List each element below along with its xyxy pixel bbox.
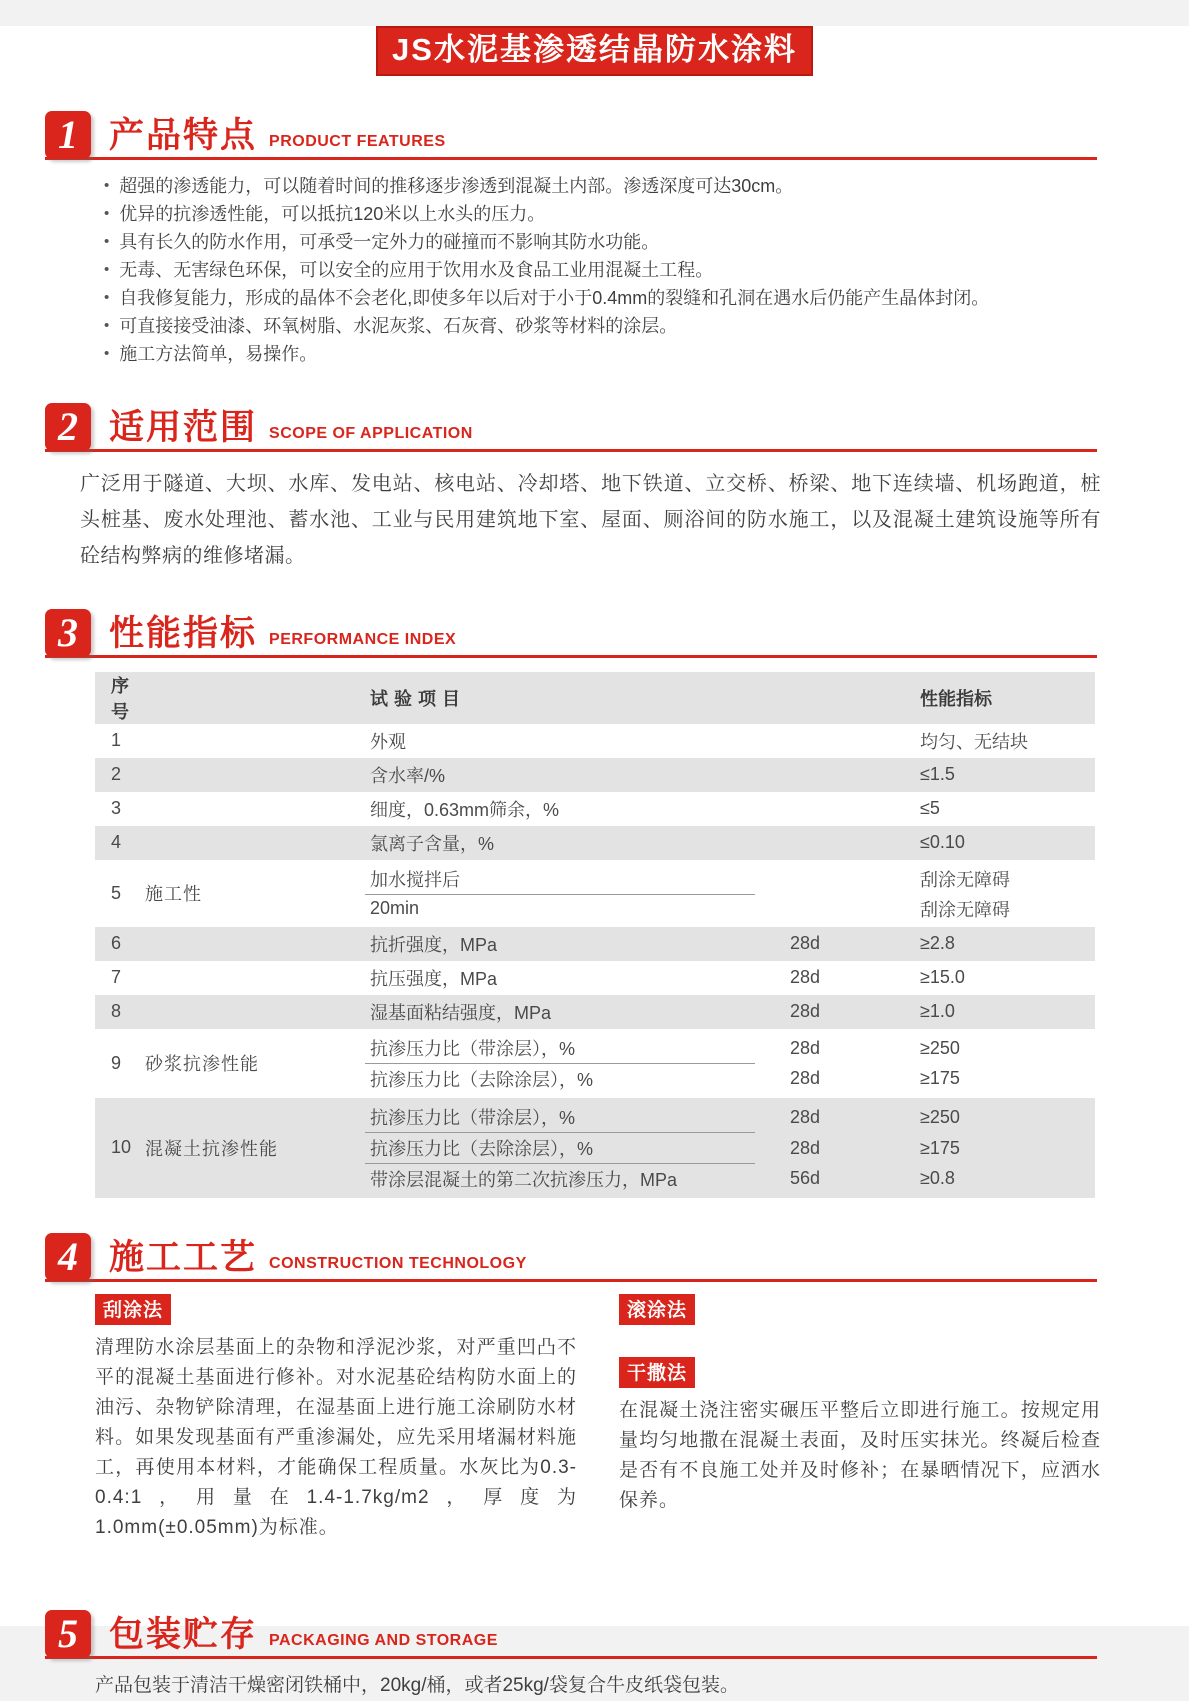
index-value: 均匀、无结块 <box>920 731 1028 752</box>
bullet-icon: • <box>104 232 110 250</box>
table-subrow <box>365 1033 1095 1064</box>
age-value: 28d <box>790 1001 821 1022</box>
section-title-zh: 适用范围 <box>109 407 258 447</box>
bullet-icon: • <box>104 288 110 306</box>
table-subrow <box>365 758 1095 792</box>
header-no: 序号 <box>111 675 129 722</box>
section-number-badge: 4 <box>45 1233 91 1281</box>
index-value: ≤1.5 <box>920 764 955 785</box>
table-row <box>95 961 1095 995</box>
row-category: 砂浆抗渗性能 <box>145 1054 259 1075</box>
age-value: 28d <box>790 933 821 954</box>
row-number: 3 <box>111 798 122 819</box>
table-subrow <box>365 826 1095 860</box>
feature-text: 自我修复能力，形成的晶体不会老化,即使多年以后对于小于0.4mm的裂缝和孔洞在遇水后仍能产生晶体封闭。 <box>119 287 990 308</box>
construction-methods <box>95 1294 1101 1575</box>
section-number-badge: 3 <box>45 609 91 657</box>
row-items-wrap <box>365 961 1095 995</box>
index-value: ≥175 <box>920 1068 960 1089</box>
table-subrow <box>365 1133 1095 1164</box>
bullet-icon: • <box>104 204 110 222</box>
index-value: ≥175 <box>920 1137 960 1158</box>
bullet-icon: • <box>104 176 110 194</box>
feature-text: 无毒、无害绿色环保，可以安全的应用于饮用水及食品工业用混凝土工程。 <box>119 259 714 280</box>
header-test-item: 试验项目 <box>370 688 466 709</box>
table-row <box>95 792 1095 826</box>
section-title-zh: 施工工艺 <box>109 1237 258 1277</box>
scope-paragraph: 广泛用于隧道、大坝、水库、发电站、核电站、冷却塔、地下铁道、立交桥、桥梁、地下连续墙、机场跑道，桩头桩基、废水处理池、蓄水池、工业与民用建筑地下室、屋面、厕浴间的防水施工，以及混凝土建筑设施等所有砼结构弊病的维修堵漏。 <box>80 472 1101 567</box>
index-value: 刮涂无障碍 <box>920 870 1010 891</box>
table-row <box>95 860 1095 927</box>
feature-text: 具有长久的防水作用，可承受一定外力的碰撞而不影响其防水功能。 <box>119 231 660 252</box>
test-item: 湿基面粘结强度，MPa <box>370 1002 552 1023</box>
table-row <box>95 995 1095 1029</box>
test-item: 细度，0.63mm筛余，% <box>370 799 560 820</box>
row-number: 6 <box>111 933 122 954</box>
age-value: 28d <box>790 967 821 988</box>
row-items-wrap <box>365 864 1095 923</box>
section-number-badge: 1 <box>45 111 91 159</box>
table-subrow <box>365 927 1095 961</box>
table-subrow <box>365 1164 1095 1194</box>
section-header-packaging <box>45 1605 1097 1659</box>
feature-item <box>104 200 1119 228</box>
index-value: ≥0.8 <box>920 1168 955 1189</box>
row-number: 8 <box>111 1001 122 1022</box>
table-row <box>95 826 1095 860</box>
index-value: 刮涂无障碍 <box>920 899 1010 920</box>
section-title-en: CONSTRUCTION TECHNOLOGY <box>269 1254 527 1272</box>
table-subrow <box>365 792 1095 826</box>
test-item: 抗渗压力比（带涂层），% <box>365 1102 755 1133</box>
feature-text: 超强的渗透能力，可以随着时间的推移逐步渗透到混凝土内部。渗透深度可达30cm。 <box>119 175 794 196</box>
methods-left-column <box>95 1294 577 1575</box>
row-number: 5 <box>111 882 122 903</box>
index-value: ≤5 <box>920 798 940 819</box>
section-number-badge: 5 <box>45 1610 91 1658</box>
section-header-features <box>45 106 1097 160</box>
age-value: 28d <box>790 1106 821 1127</box>
table-subrow <box>365 864 1095 895</box>
index-value: ≥250 <box>920 1037 960 1058</box>
test-item: 抗压强度，MPa <box>370 968 498 989</box>
section-title-zh: 产品特点 <box>109 115 258 155</box>
table-subrow <box>365 1064 1095 1094</box>
method-badge: 干撒法 <box>619 1357 695 1388</box>
page-title: JS水泥基渗透结晶防水涂料 <box>376 26 813 76</box>
section-title-en: PACKAGING AND STORAGE <box>269 1631 498 1649</box>
row-number: 4 <box>111 832 122 853</box>
index-value: ≥15.0 <box>920 967 965 988</box>
packaging-paragraph: 产品包装于清洁干燥密闭铁桶中，20kg/桶，或者25kg/袋复合牛皮纸袋包装。 <box>95 1674 739 1696</box>
test-item: 20min <box>370 898 420 919</box>
section-title-zh: 包装贮存 <box>109 1614 258 1654</box>
section-header-construction <box>45 1228 1097 1282</box>
index-value: ≥2.8 <box>920 933 955 954</box>
test-item: 氯离子含量，% <box>370 833 495 854</box>
test-item: 抗渗压力比（带涂层），% <box>365 1033 755 1064</box>
feature-item <box>104 340 1119 368</box>
row-items-wrap <box>365 995 1095 1029</box>
method-text: 在混凝土浇注密实碾压平整后立即进行施工。按规定用量均匀地撒在混凝土表面，及时压实抹光。终凝后检查是否有不良施工处并及时修补；在暴晒情况下，应洒水保养。 <box>619 1399 1101 1511</box>
test-item: 抗渗压力比（去除涂层），% <box>365 1133 755 1164</box>
method-badge: 刮涂法 <box>95 1294 171 1325</box>
row-items-wrap <box>365 826 1095 860</box>
bullet-icon: • <box>104 344 110 362</box>
method-block <box>619 1294 1101 1325</box>
age-value: 28d <box>790 1037 821 1058</box>
header-index: 性能指标 <box>920 688 992 709</box>
row-items-wrap <box>365 1102 1095 1194</box>
row-items-wrap <box>365 927 1095 961</box>
test-item: 抗折强度，MPa <box>370 934 498 955</box>
bullet-icon: • <box>104 260 110 278</box>
table-subrow <box>365 724 1095 758</box>
feature-text: 施工方法简单，易操作。 <box>119 343 318 364</box>
feature-item <box>104 172 1119 200</box>
table-row <box>95 758 1095 792</box>
table-row <box>95 724 1095 758</box>
age-value: 28d <box>790 1068 821 1089</box>
row-number: 1 <box>111 730 122 751</box>
row-items-wrap <box>365 1033 1095 1094</box>
header-right-wrap <box>365 681 1095 715</box>
row-items-wrap <box>365 792 1095 826</box>
row-number: 9 <box>111 1052 122 1073</box>
table-header-row <box>95 672 1095 724</box>
method-text: 清理防水涂层基面上的杂物和浮泥沙浆，对严重凹凸不平的混凝土基面进行修补。对水泥基砼结构防水面上的油污、杂物铲除清理，在湿基面上进行施工涂刷防水材料。如果发现基面有严重渗漏处，应先采用堵漏材料施工，再使用本材料，才能确保工程质量。水灰比为0.3-0.4:1，用量在1.4-1.7kg/m2，厚度为1.0mm(±0.05mm)为标准。 <box>95 1336 577 1538</box>
index-value: ≤0.10 <box>920 832 965 853</box>
section-title-zh: 性能指标 <box>109 613 258 653</box>
performance-table <box>95 672 1095 1198</box>
feature-item <box>104 284 1119 312</box>
feature-text: 可直接接受油漆、环氧树脂、水泥灰浆、石灰膏、砂浆等材料的涂层。 <box>119 315 678 336</box>
table-subrow <box>365 995 1095 1029</box>
section-title-en: PRODUCT FEATURES <box>269 132 446 150</box>
method-block <box>95 1294 577 1543</box>
feature-item <box>104 312 1119 340</box>
row-items-wrap <box>365 724 1095 758</box>
table-row <box>95 1098 1095 1198</box>
header-subrow <box>365 681 1095 715</box>
section-header-performance <box>45 604 1097 658</box>
row-category: 混凝土抗渗性能 <box>145 1138 278 1159</box>
row-number: 10 <box>111 1137 132 1158</box>
test-item: 含水率/% <box>370 765 446 786</box>
method-badge: 滚涂法 <box>619 1294 695 1325</box>
product-datasheet-page <box>0 26 1189 1696</box>
test-item: 抗渗压力比（去除涂层），% <box>370 1069 594 1090</box>
table-row <box>95 1029 1095 1098</box>
age-value: 56d <box>790 1168 821 1189</box>
table-subrow <box>365 895 1095 923</box>
feature-item <box>104 256 1119 284</box>
feature-list <box>104 172 1119 368</box>
row-number: 7 <box>111 967 122 988</box>
row-category: 施工性 <box>145 884 202 905</box>
method-block <box>619 1357 1101 1516</box>
section-number-badge: 2 <box>45 403 91 451</box>
test-item: 带涂层混凝土的第二次抗渗压力，MPa <box>370 1169 678 1190</box>
methods-right-column <box>619 1294 1101 1575</box>
bullet-icon: • <box>104 316 110 334</box>
index-value: ≥250 <box>920 1106 960 1127</box>
row-number: 2 <box>111 764 122 785</box>
section-title-en: SCOPE OF APPLICATION <box>269 424 473 442</box>
section-title-en: PERFORMANCE INDEX <box>269 630 457 648</box>
table-subrow <box>365 961 1095 995</box>
feature-item <box>104 228 1119 256</box>
test-item: 加水搅拌后 <box>365 864 755 895</box>
section-header-scope <box>45 398 1097 452</box>
table-row <box>95 927 1095 961</box>
age-value: 28d <box>790 1137 821 1158</box>
row-items-wrap <box>365 758 1095 792</box>
table-subrow <box>365 1102 1095 1133</box>
test-item: 外观 <box>370 731 406 752</box>
index-value: ≥1.0 <box>920 1001 955 1022</box>
feature-text: 优异的抗渗透性能，可以抵抗120米以上水头的压力。 <box>119 203 546 224</box>
